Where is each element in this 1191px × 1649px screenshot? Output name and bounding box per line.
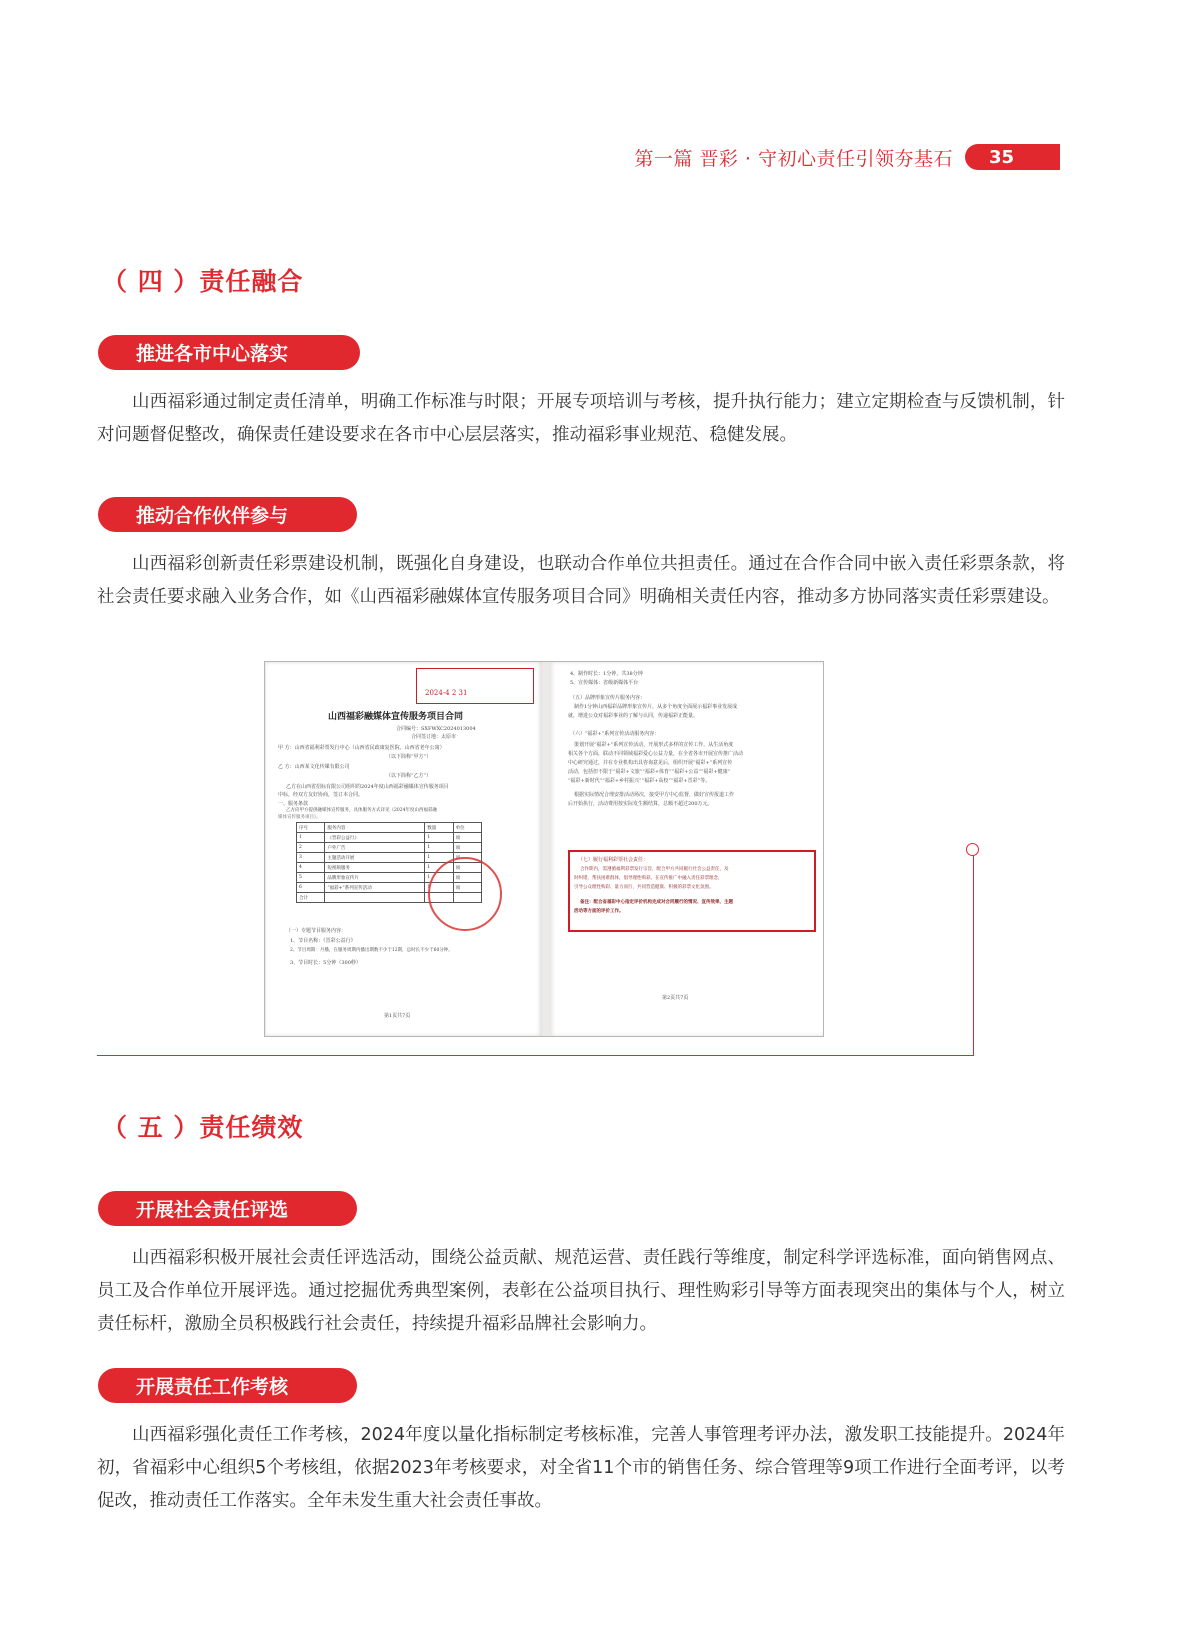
doc-line: 引导公众理性购彩、量力而行，共同营造健康、积极的彩票文化氛围。 — [574, 885, 714, 890]
doc-line: （七）履行福利彩票社会责任： — [578, 857, 649, 863]
registration-stamp — [416, 668, 534, 704]
doc-line: 一、服务条款 — [278, 801, 309, 807]
doc-line: 中标，经双方友好协商，签订本合同。 — [278, 792, 364, 798]
doc-line: 中心研究通过，并在专业机构出具咨询意见后，组织开展“福彩+”系列宣传 — [568, 760, 733, 766]
contract-title: 山西福彩融媒体宣传服务项目合同 — [328, 712, 464, 722]
subsection-pill-evaluation: 开展社会责任评选 — [98, 1191, 357, 1226]
table-row: 合计 — [297, 893, 482, 903]
doc-line: 合作期内，需遵循福利彩票发行宗旨，配合甲方共同履行社会公益责任，及 — [580, 867, 729, 872]
doc-line: 乙方在山西省招标有限公司组织的2024年度山西福彩融媒体宣传服务项目 — [286, 784, 449, 790]
doc-line: 备注：配合省福彩中心指定评价机构完成对合同履行的情况、宣传效果、主题 — [580, 900, 733, 905]
table-row: 6 “福彩+”系列宣传活动 1 项 — [297, 883, 482, 893]
doc-line: 相关各个方面，联动不同领域福彩爱心公益力量，在全省各市开展宣传推广活动 — [568, 751, 744, 757]
doc-line: 活动，包括但不限于“福彩+文旅”“福彩+体育”“福彩+公益”“福彩+健康” — [568, 769, 731, 775]
contract-page-2 — [550, 662, 823, 1036]
paragraph-text: 山西福彩积极开展社会责任评选活动，围绕公益贡献、规范运营、责任践行等维度，制定科学评选标准，面向销售网点、员工及合作单位开展评选。通过挖掘优秀典型案例，表彰在公益项目执行、理性购彩引导等方面表现突出的集体与个人，树立责任标杆，激励全员积极践行社会责任，持续提升福彩品牌社会影响力。 — [97, 1248, 1065, 1334]
doc-line: “福彩+新时代”“福彩+乡村振兴”“福彩+高校”“福彩+晋彩”等。 — [568, 778, 711, 784]
section-title-responsibility-performance: （ 五 ）责任绩效 — [102, 1113, 304, 1142]
doc-line: 合同签订地：太原市 — [411, 734, 457, 740]
doc-line: （以下简称“甲方”） — [386, 754, 432, 760]
doc-line: （以下简称“乙方”） — [386, 773, 432, 779]
responsibility-clause-highlight — [568, 850, 816, 932]
contract-document-image — [264, 661, 824, 1037]
doc-line: 乙方向甲方提供融媒体宣传服务，具体服务方式详见《2024年度山西福彩融 — [286, 808, 437, 813]
table-row: 4 短视频服务 1 项 — [297, 863, 482, 873]
subsection-pill-partners: 推动合作伙伴参与 — [98, 497, 357, 532]
table-row: 序号 服务内容 数量 单位 — [297, 823, 482, 833]
paragraph-text: 山西福彩创新责任彩票建设机制，既强化自身建设，也联动合作单位共担责任。通过在合作合同中嵌入责任彩票条款，将社会责任要求融入业务合作，如《山西福彩融媒体宣传服务项目合同》明确相关责任内容，推动多方协同落实责任彩票建设。 — [97, 554, 1065, 607]
stamp-date: 2024-4 2 31 — [425, 689, 468, 697]
doc-line: 活动等方面的评价工作。 — [574, 909, 624, 914]
doc-line: 4、制作时长：1分钟，共38分钟 — [570, 671, 643, 677]
doc-line: 5、宣传媒体：省级新媒体平台 — [570, 680, 639, 686]
doc-line: 策划开展“福彩+”系列宣传活动，开展形式多样的宣传工作，从生活角度 — [574, 742, 734, 748]
decorative-circle-icon — [966, 843, 979, 856]
doc-line: 合同编号：SXFWXC2024013004 — [396, 726, 476, 732]
chapter-title: 第一篇 晋彩 · 守初心责任引领夯基石 — [634, 147, 953, 170]
doc-line: （五）品牌形象宣传片服务内容： — [570, 695, 646, 701]
decorative-line — [973, 855, 974, 1056]
doc-line: 制作1分钟山西福彩品牌形象宣传片，从多个角度全面展示福彩事业发展成 — [574, 704, 738, 710]
doc-line: 后开始执行，活动费用按实际发生额结算，总额不超过200万元。 — [568, 801, 713, 807]
page-footer: 第2页共7页 — [662, 995, 689, 1001]
doc-line: 时纠错，帮扶困难群体，倡导理性购彩。在宣传推广中融入责任彩票理念， — [574, 876, 723, 881]
doc-line: （六）“福彩+”系列宣传活动服务内容： — [570, 731, 660, 737]
page-number-badge: 35 — [965, 144, 1060, 170]
doc-line: 媒体宣传服务项目》。 — [278, 815, 321, 820]
company-seal — [428, 857, 502, 931]
page-header — [634, 144, 1060, 170]
doc-line: 乙 方：山西某文化传媒有限公司 — [278, 764, 350, 770]
doc-line: 2、节目周期：月播，在服务周期内播出期数不少于12期，总时长不少于60分钟。 — [290, 948, 453, 953]
table-row: 1 《晋彩公益行》 1 项 — [297, 833, 482, 843]
contract-page-1 — [266, 662, 542, 1036]
subsection-pill-assessment: 开展责任工作考核 — [98, 1368, 357, 1403]
page-footer: 第1页共7页 — [384, 1013, 411, 1019]
doc-line: 就，增进公众对福彩事业的了解与认同，传递福彩正能量。 — [568, 713, 699, 719]
table-row: 5 品牌形象宣传片 1 项 — [297, 873, 482, 883]
paragraph-evaluation — [97, 1242, 1065, 1341]
paragraph-assessment — [97, 1419, 1065, 1518]
table-row: 3 主题活动开展 1 项 — [297, 853, 482, 863]
paragraph-text: 山西福彩强化责任工作考核，2024年度以量化指标制定考核标准，完善人事管理考评办法，激发职工技能提升。2024年初，省福彩中心组织5个考核组，依据2023年考核要求，对全省11个市的销售任务、综合管理等9项工作进行全面考评，以考促改，推动责任工作落实。全年未发生重大社会责任事故。 — [97, 1425, 1065, 1511]
doc-line: 1、节目名称：《晋彩公益行》 — [290, 938, 356, 944]
doc-line: （一）专题节目服务内容： — [286, 928, 347, 934]
doc-line: 3、节目时长：5分钟（300秒） — [290, 960, 361, 966]
doc-line: 根据实际情况合理安排活动场次，接受甲方中心监督，做好宣传报道工作 — [574, 792, 735, 798]
decorative-line — [97, 1055, 974, 1056]
table-row: 2 户外广告 1 项 — [297, 843, 482, 853]
section-title-responsibility-integration: （ 四 ）责任融合 — [102, 267, 304, 296]
paragraph-text: 山西福彩通过制定责任清单，明确工作标准与时限；开展专项培训与考核，提升执行能力；建立定期检查与反馈机制，针对问题督促整改，确保责任建设要求在各市中心层层落实，推动福彩事业规范、稳健发展。 — [97, 392, 1065, 445]
paragraph-partners — [97, 548, 1065, 614]
paragraph-city-centers — [97, 386, 1065, 452]
subsection-pill-city-centers: 推进各市中心落实 — [98, 335, 360, 370]
doc-line: 甲 方：山西省福利彩票发行中心（山西省民政康复医院、山西省老年公寓） — [278, 745, 445, 751]
